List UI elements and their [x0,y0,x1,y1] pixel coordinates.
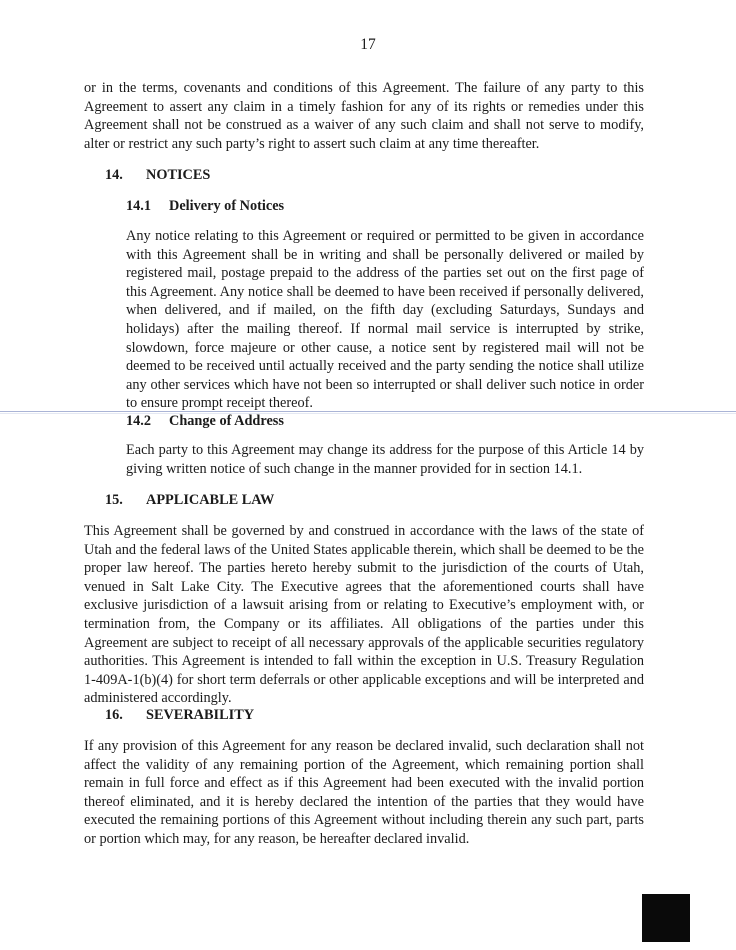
section-14-1-title: Delivery of Notices [169,198,285,214]
section-15-title: APPLICABLE LAW [146,492,275,508]
section-14-1-heading [126,197,284,215]
section-14-2-number: 14.2 [126,413,152,429]
section-14-title: NOTICES [146,167,211,183]
section-16-number: 16. [105,707,123,723]
section-14-number: 14. [105,167,123,183]
section-16-heading [105,706,254,724]
section-14-heading [105,166,210,184]
intro-paragraph: or in the terms, covenants and conditions of this Agreement. The failure of any party to this Agreement to assert any claim in a timely fashion for any of its rights or remedies under this Agreement shall not be construed as a waiver of any such claim and shall not serve to modify, alter or restrict any such party’s right to assert such claim at any time thereafter. [84,80,644,152]
redaction-box [642,894,690,942]
page-number: 17 [360,36,376,53]
section-14-1-text: Any notice relating to this Agreement or required or permitted to be given in accordance with this Agreement shall be in writing and shall be personally delivered or mailed by registered mail, postage prepaid to the address of the parties set out on the first page of this Agreement. Any notice shall be deemed to have been received if personally delivered, when delivered, and if mailed, on the fifth day (excluding Saturdays, Sundays and holidays) after the mailing thereof. If normal mail service is interrupted by strike, slowdown, force majeure or other cause, a notice sent by registered mail will not be deemed to be received until actually received and the party sending the notice shall utilize any other services which have not been so interrupted or shall deliver such notice in order to ensure prompt receipt thereof. [126,228,644,412]
section-15-number: 15. [105,492,123,508]
section-14-2-heading [126,412,284,430]
section-14-2-text: Each party to this Agreement may change its address for the purpose of this Article 14 by giving written notice of such change in the manner provided for in section 14.1. [126,442,644,477]
section-14-1-number: 14.1 [126,198,152,214]
section-15-heading [105,491,274,509]
section-14-2-title: Change of Address [169,413,284,429]
scan-artifact-line [0,411,736,412]
section-16-text: If any provision of this Agreement for any reason be declared invalid, such declaration shall not affect the validity of any remaining portion of the Agreement, which remaining portion shall remain in full force and effect as if this Agreement had been executed with the invalid portion thereof eliminated, and it is hereby declared the intention of the parties that they would have executed the remaining portions of this Agreement without including therein any such part, parts or portion which may, for any reason, be hereafter declared invalid. [84,738,644,847]
section-15-text: This Agreement shall be governed by and construed in accordance with the laws of the state of Utah and the federal laws of the United States applicable therein, which shall be deemed to be the proper law hereof. The parties hereto hereby submit to the jurisdiction of the courts of Utah, venued in Salt Lake City. The Executive agrees that the aforementioned courts shall have exclusive jurisdiction of a lawsuit arising from or relating to Executive’s employment with, or termination from, the Company or its affiliates. All obligations of the parties under this Agreement are subject to receipt of all necessary approvals of the applicable securities regulatory authorities. This Agreement is intended to fall within the exception in U.S. Treasury Regulation 1-409A-1(b)(4) for short term deferrals or other applicable exceptions and will be interpreted and administered accordingly. [84,523,644,707]
section-16-title: SEVERABILITY [146,707,255,723]
scan-artifact-line-faint [0,413,736,414]
